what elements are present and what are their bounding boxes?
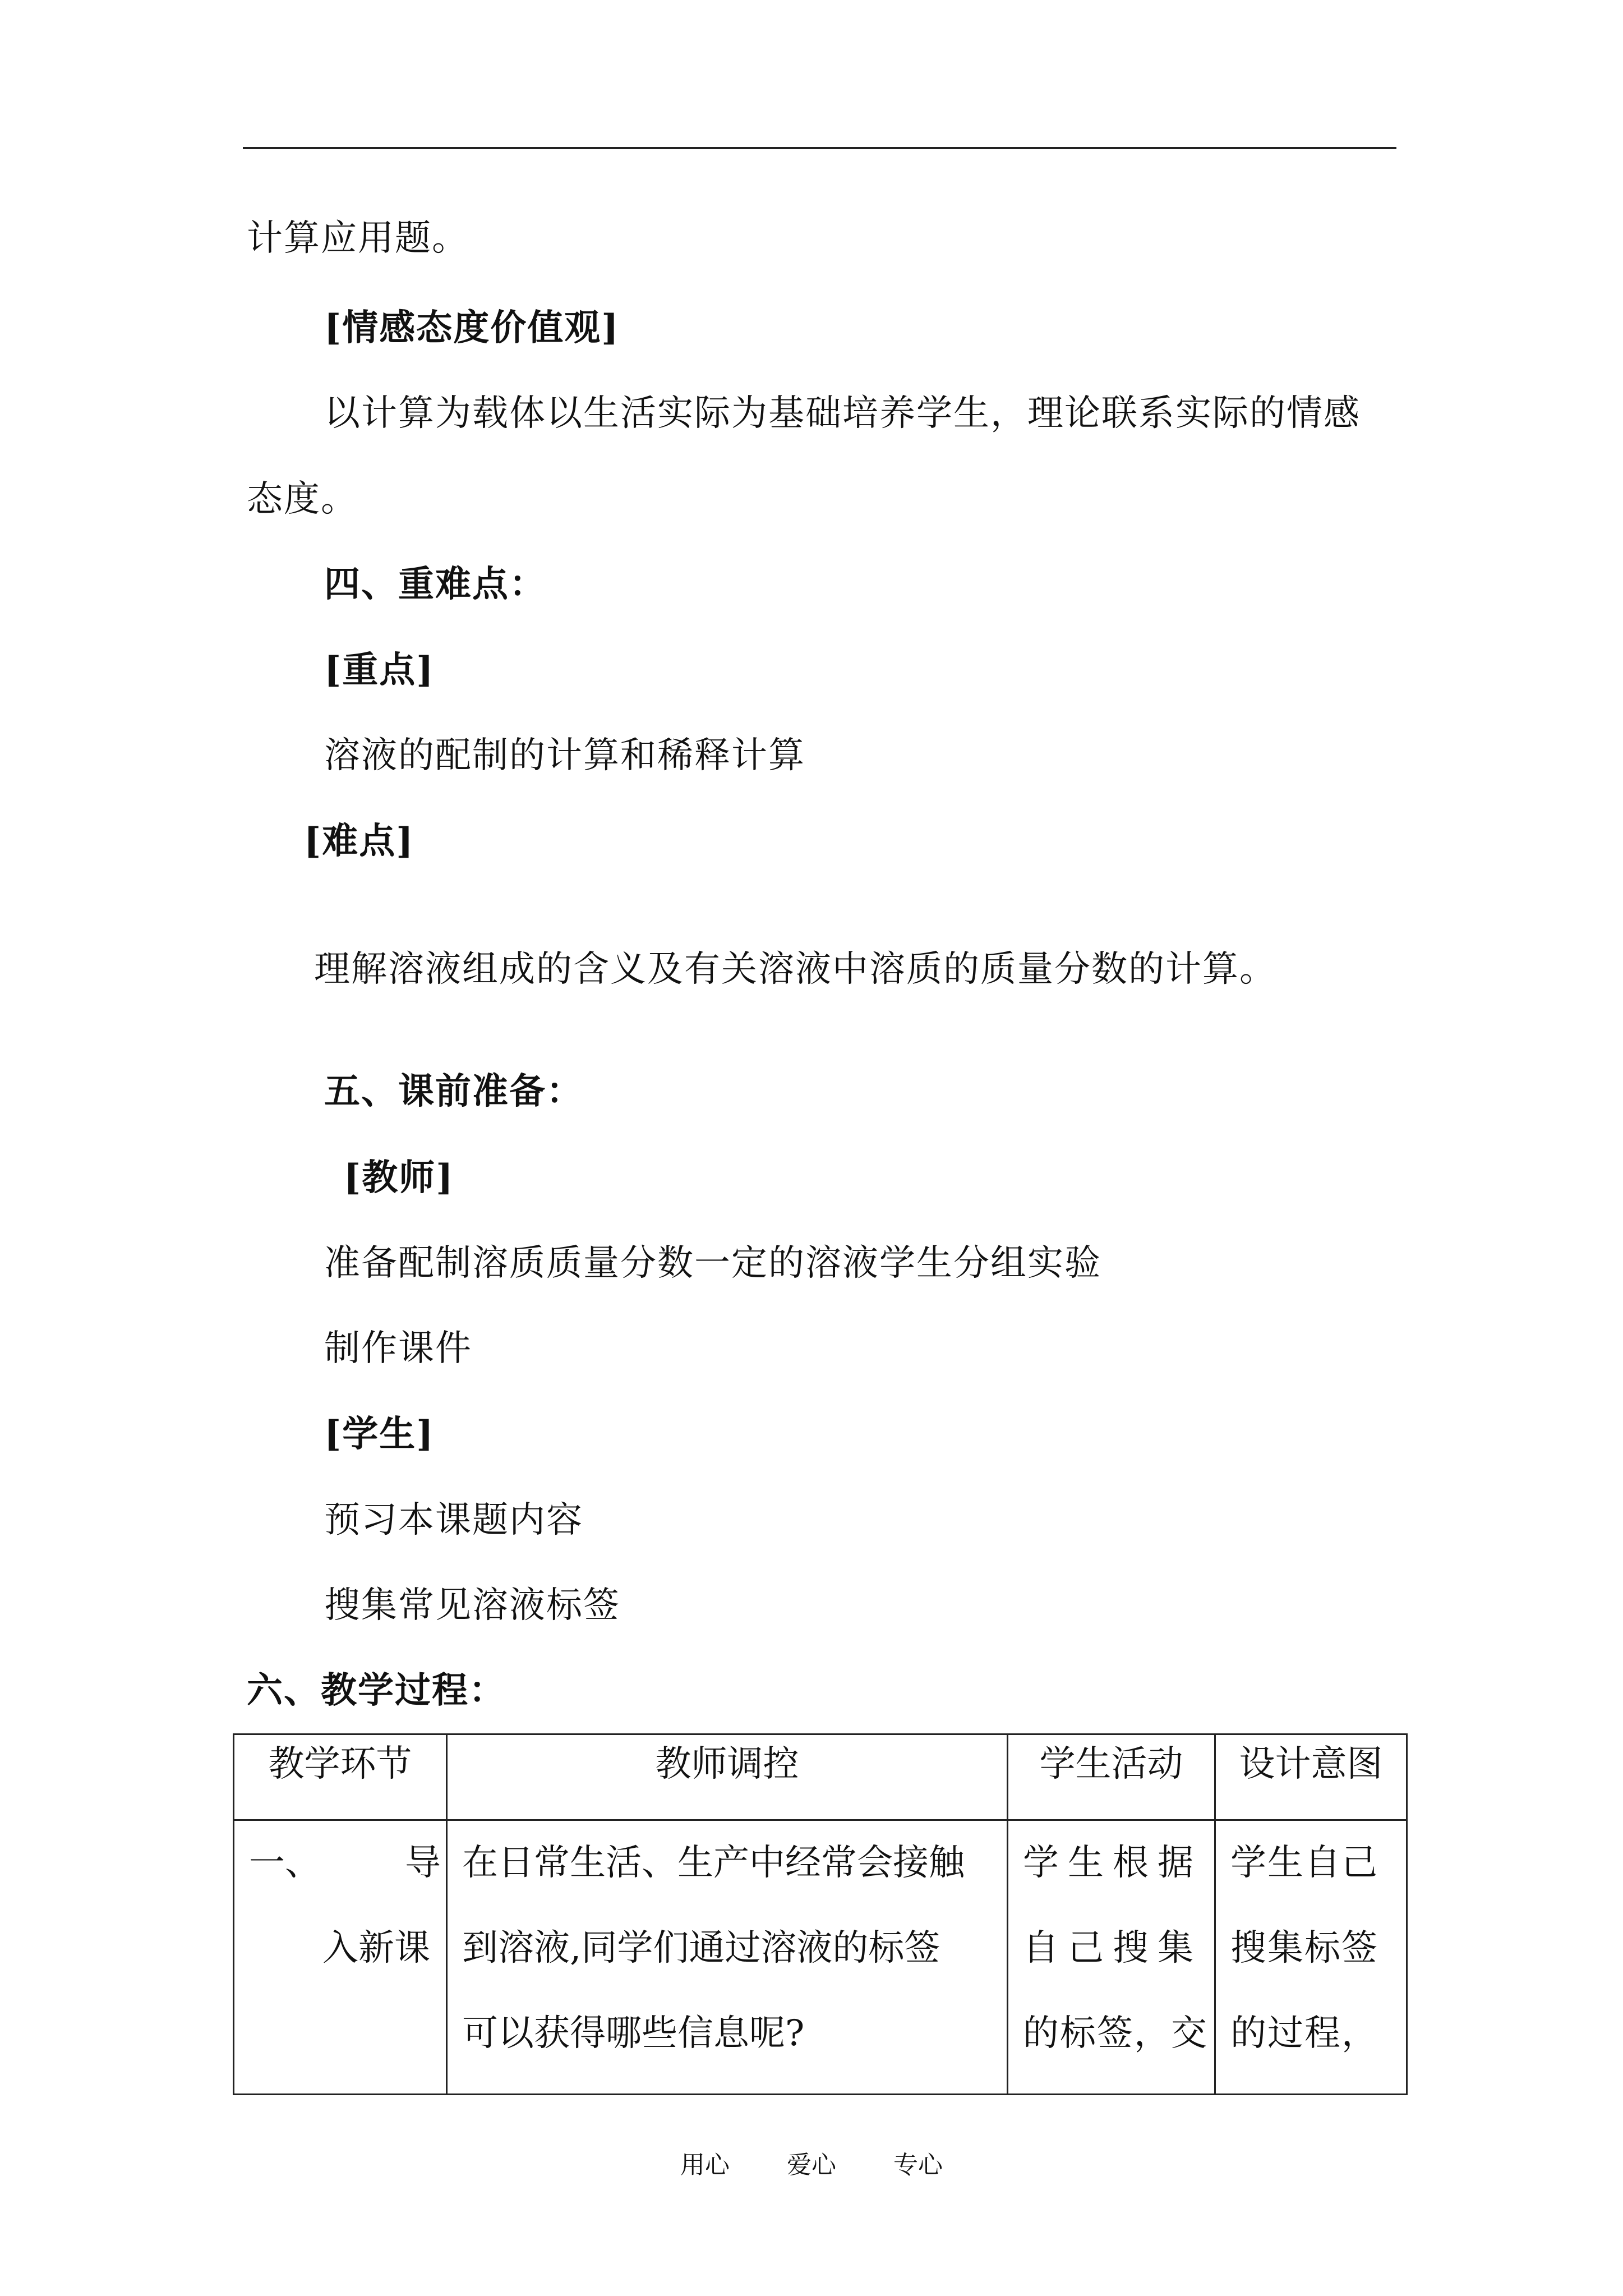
cell-stage (234, 1820, 447, 2095)
stage-title-part2: 入新课 (322, 1927, 430, 1969)
student-activity-line: 自己搜集 (1023, 1927, 1202, 1969)
paragraph-teacher-line2: 制作课件 (324, 1328, 472, 1369)
stage-number: 一、 (249, 1842, 321, 1884)
cell-student-activity (1008, 1820, 1215, 2095)
header-cell-student-activity: 学生活动 (1008, 1734, 1215, 1820)
paragraph-emotion-line1: 以计算为载体以生活实际为基础培养学生，理论联系实际的情感 (324, 393, 1361, 434)
header-cell-teacher-control: 教师调控 (447, 1734, 1008, 1820)
paragraph-teacher-line1: 准备配制溶质质量分数一定的溶液学生分组实验 (324, 1243, 1101, 1284)
teacher-control-line: 在日常生活、生产中经常会接触 (462, 1842, 965, 1884)
footer-motto: 爱心 (787, 2151, 836, 2179)
section-heading-process: 六、教学过程： (247, 1669, 506, 1711)
lesson-process-table (233, 1733, 1408, 2095)
header-rule (243, 147, 1396, 149)
table-header-row (234, 1734, 1407, 1820)
design-intent-line: 搜集标签 (1230, 1927, 1378, 1969)
heading-emotion-values: [情感态度价值观] (324, 307, 620, 349)
paragraph-student-line2: 搜集常见溶液标签 (324, 1585, 620, 1626)
heading-teacher: [教师] (344, 1157, 454, 1199)
heading-student: [学生] (324, 1413, 435, 1455)
footer-motto: 用心 (680, 2151, 730, 2179)
paragraph-difficult-points: 理解溶液组成的含义及有关溶液中溶质的质量分数的计算。 (314, 949, 1276, 990)
cell-design-intent (1215, 1820, 1407, 2095)
heading-key-points: [重点] (324, 649, 435, 691)
paragraph-student-line1: 预习本课题内容 (324, 1499, 583, 1541)
student-activity-line: 的标签，交 (1023, 2013, 1208, 2054)
student-activity-line: 学生根据 (1023, 1842, 1202, 1884)
design-intent-line: 学生自己 (1230, 1842, 1378, 1884)
design-intent-line: 的过程， (1230, 2013, 1378, 2054)
paragraph-key-points: 溶液的配制的计算和稀释计算 (324, 735, 805, 776)
page-footer (0, 2148, 1623, 2182)
paragraph-continuation: 计算应用题。 (247, 218, 469, 259)
teacher-control-line: 到溶液,同学们通过溶液的标签 (462, 1927, 940, 1969)
paragraph-emotion-line2: 态度。 (247, 478, 358, 520)
footer-motto: 专心 (893, 2151, 943, 2179)
heading-difficult-points: [难点] (304, 820, 414, 862)
section-heading-preparation: 五、课前准备： (324, 1070, 583, 1112)
teacher-control-line: 可以获得哪些信息呢? (462, 2013, 805, 2054)
stage-title-part1: 导 (405, 1842, 441, 1884)
section-heading-key-difficult: 四、重难点： (324, 563, 546, 605)
header-cell-stage: 教学环节 (234, 1734, 447, 1820)
header-cell-design-intent: 设计意图 (1215, 1734, 1407, 1820)
table-row (234, 1820, 1407, 2095)
cell-teacher-control (447, 1820, 1008, 2095)
